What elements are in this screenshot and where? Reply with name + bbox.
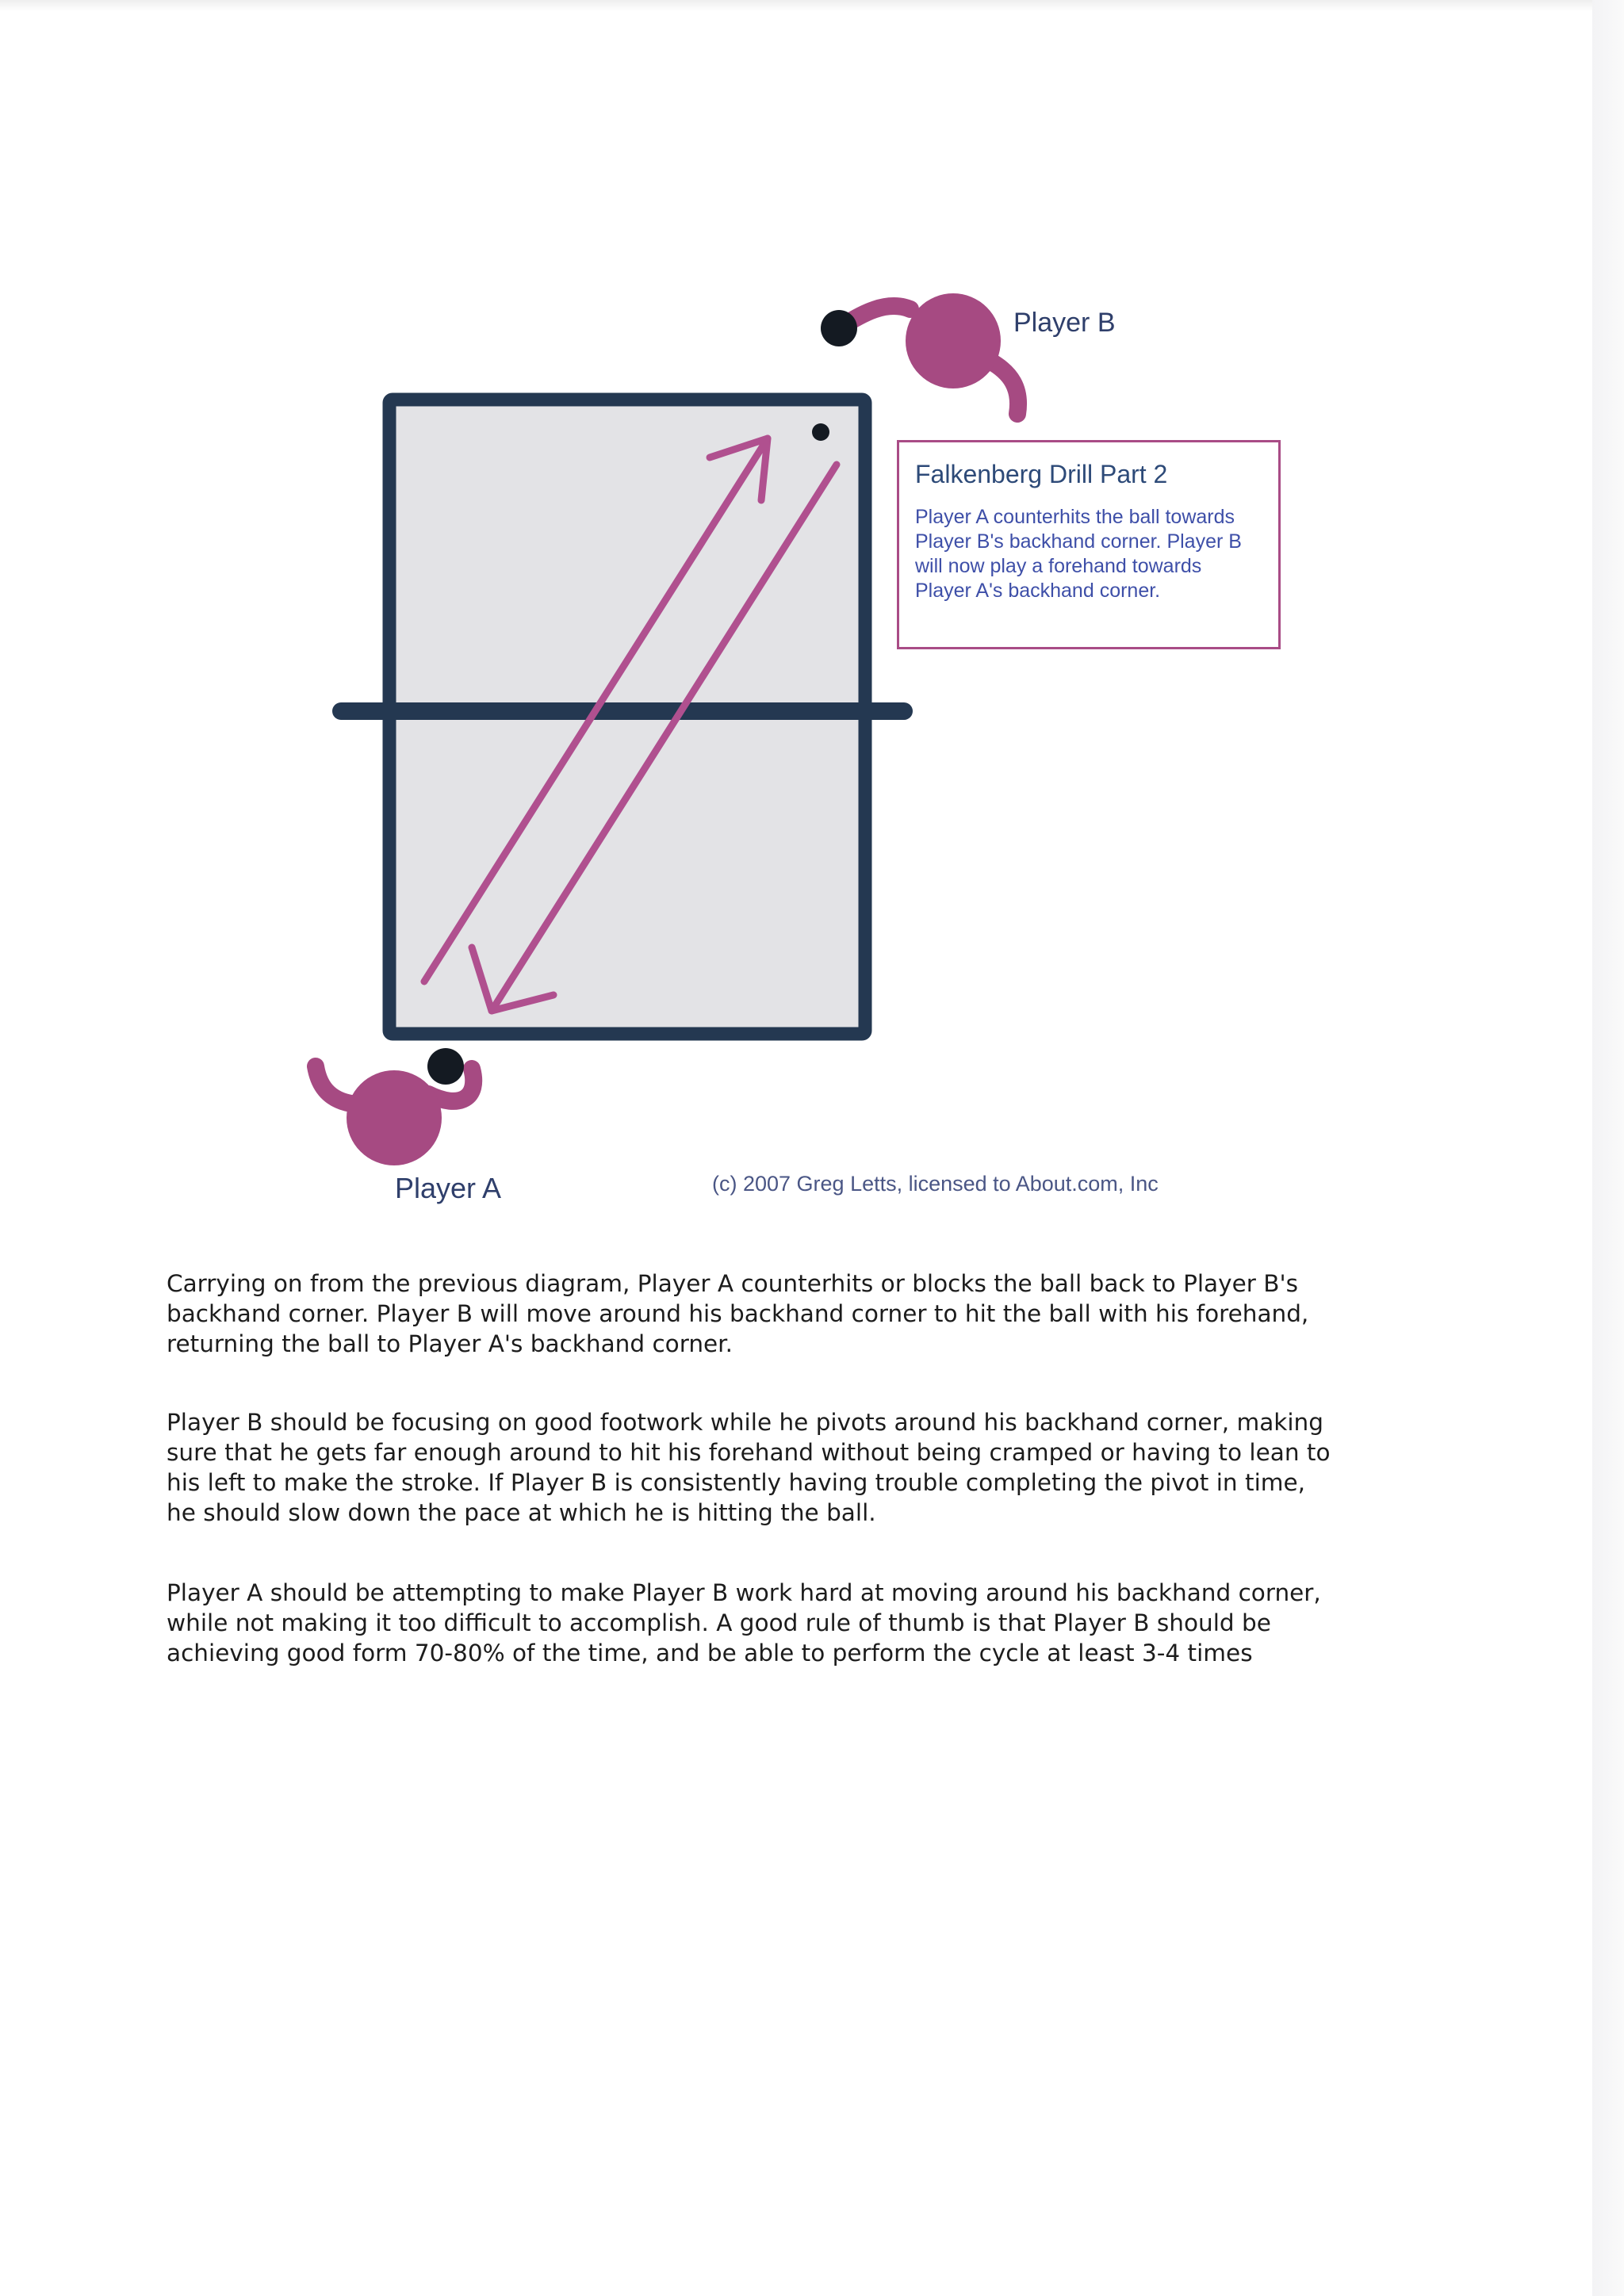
player-b-label: Player B: [1013, 308, 1116, 338]
paragraph-line: returning the ball to Player A's backhand corner.: [167, 1330, 733, 1357]
drill-description: Player A counterhits the ball towards Player B's backhand corner. Player B will now play a forehand towards Player A's backhand corner.: [915, 506, 1242, 602]
paragraph-line: Carrying on from the previous diagram, Player A counterhits or blocks the ball back to Player B's: [167, 1270, 1298, 1297]
ball-on-table: [812, 423, 829, 441]
paddle-a: [427, 1048, 464, 1085]
paragraph-line: backhand corner. Player B will move around his backhand corner to hit the ball with his forehand,: [167, 1300, 1309, 1327]
paddle-b: [821, 310, 857, 346]
paragraph-line: his left to make the stroke. If Player B is consistently having trouble completing the pivot in time,: [167, 1469, 1306, 1496]
paragraph-1: [167, 1269, 1435, 1359]
player-a-figure: [316, 1048, 473, 1165]
paragraph-line: Player B should be focusing on good footwork while he pivots around his backhand corner, making: [167, 1409, 1323, 1436]
paragraph-2: [167, 1407, 1435, 1528]
paragraph-line: while not making it too difficult to accomplish. A good rule of thumb is that Player B should be: [167, 1609, 1271, 1636]
paragraph-line: he should slow down the pace at which he is hitting the ball.: [167, 1499, 876, 1526]
paragraph-line: sure that he gets far enough around to hit his forehand without being cramped or having to lean to: [167, 1439, 1331, 1466]
paragraph-3: [167, 1578, 1435, 1668]
player-a-label: Player A: [395, 1172, 502, 1204]
drill-title: Falkenberg Drill Part 2: [915, 460, 1168, 488]
drill-info-box: [897, 440, 1281, 649]
paragraph-line: Player A should be attempting to make Player B work hard at moving around his backhand corner,: [167, 1579, 1321, 1606]
copyright-notice: (c) 2007 Greg Letts, licensed to About.com, Inc: [712, 1172, 1159, 1196]
paragraph-line: achieving good form 70-80% of the time, and be able to perform the cycle at least 3-4 times: [167, 1640, 1253, 1667]
